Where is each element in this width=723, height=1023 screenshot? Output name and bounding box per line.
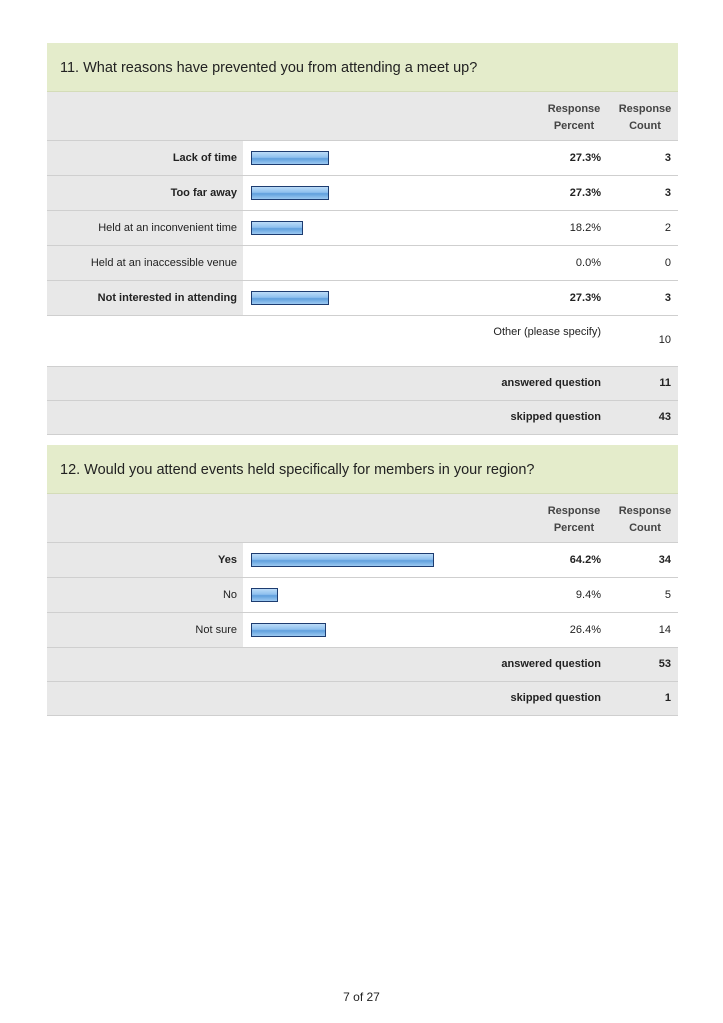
bar-area [251,623,326,637]
answer-row [47,281,678,316]
skipped-value: 1 [664,692,671,704]
response-percent: 27.3% [569,292,601,304]
answer-label: Not interested in attending [47,281,243,315]
response-percent: 27.3% [569,187,601,199]
header-text: Count [629,522,661,534]
answer-label: No [47,578,243,612]
answer-row [47,141,678,176]
skipped-question-row [47,682,678,716]
response-count: 5 [664,589,671,601]
response-count-header [612,101,678,135]
question-title: 11. What reasons have prevented you from attending a meet up? [47,43,678,92]
skipped-label: skipped question [510,692,601,704]
header-text: Response [547,505,601,517]
bar-area [251,588,278,602]
column-header-row [47,494,678,543]
header-text: Response [618,103,672,115]
skipped-label: skipped question [510,411,601,423]
bar-area [251,186,329,200]
response-bar [251,151,329,165]
response-bar [251,588,278,602]
answer-label: Lack of time [47,141,243,175]
response-percent: 64.2% [569,554,601,566]
response-bar [251,291,329,305]
bar-area [251,151,329,165]
answered-question-row [47,648,678,682]
response-percent-header [537,101,611,135]
response-percent: 0.0% [575,257,601,269]
response-count: 34 [658,554,671,566]
response-bar [251,553,434,567]
skipped-question-row [47,401,678,435]
other-responses-row [47,316,678,367]
answer-row [47,211,678,246]
response-percent: 18.2% [569,222,601,234]
response-count: 3 [664,292,671,304]
response-percent: 27.3% [569,152,601,164]
column-header-row [47,92,678,141]
answer-row [47,246,678,281]
answer-label: Yes [47,543,243,577]
response-percent: 26.4% [569,624,601,636]
answer-row [47,176,678,211]
response-count: 3 [664,152,671,164]
question-12-block [47,445,678,716]
answer-row [47,578,678,613]
answer-label: Not sure [47,613,243,647]
skipped-value: 43 [658,411,671,423]
bar-area [251,553,434,567]
answered-question-row [47,367,678,401]
response-count: 2 [664,222,671,234]
answer-label: Held at an inaccessible venue [47,246,243,280]
question-title: 12. Would you attend events held specifically for members in your region? [47,445,678,494]
response-percent-header [537,503,611,537]
response-bar [251,221,303,235]
answer-label: Held at an inconvenient time [47,211,243,245]
answered-value: 11 [659,377,671,389]
bar-area [251,291,329,305]
header-text: Response [547,103,601,115]
answered-label: answered question [501,377,601,389]
response-count: 3 [664,187,671,199]
response-percent: 9.4% [575,589,601,601]
response-bar [251,186,329,200]
header-text: Percent [553,120,595,132]
response-count: 14 [658,624,671,636]
response-count-header [612,503,678,537]
other-count: 10 [658,334,671,346]
answer-row [47,543,678,578]
answer-label: Too far away [47,176,243,210]
header-text: Percent [553,522,595,534]
header-text: Response [618,505,672,517]
other-label: Other (please specify) [493,326,601,338]
answer-row [47,613,678,648]
header-text: Count [629,120,661,132]
answered-value: 53 [658,658,671,670]
answered-label: answered question [501,658,601,670]
response-count: 0 [664,257,671,269]
response-bar [251,623,326,637]
question-11-block [47,43,678,435]
bar-area [251,221,303,235]
page-number: 7 of 27 [343,990,380,1004]
